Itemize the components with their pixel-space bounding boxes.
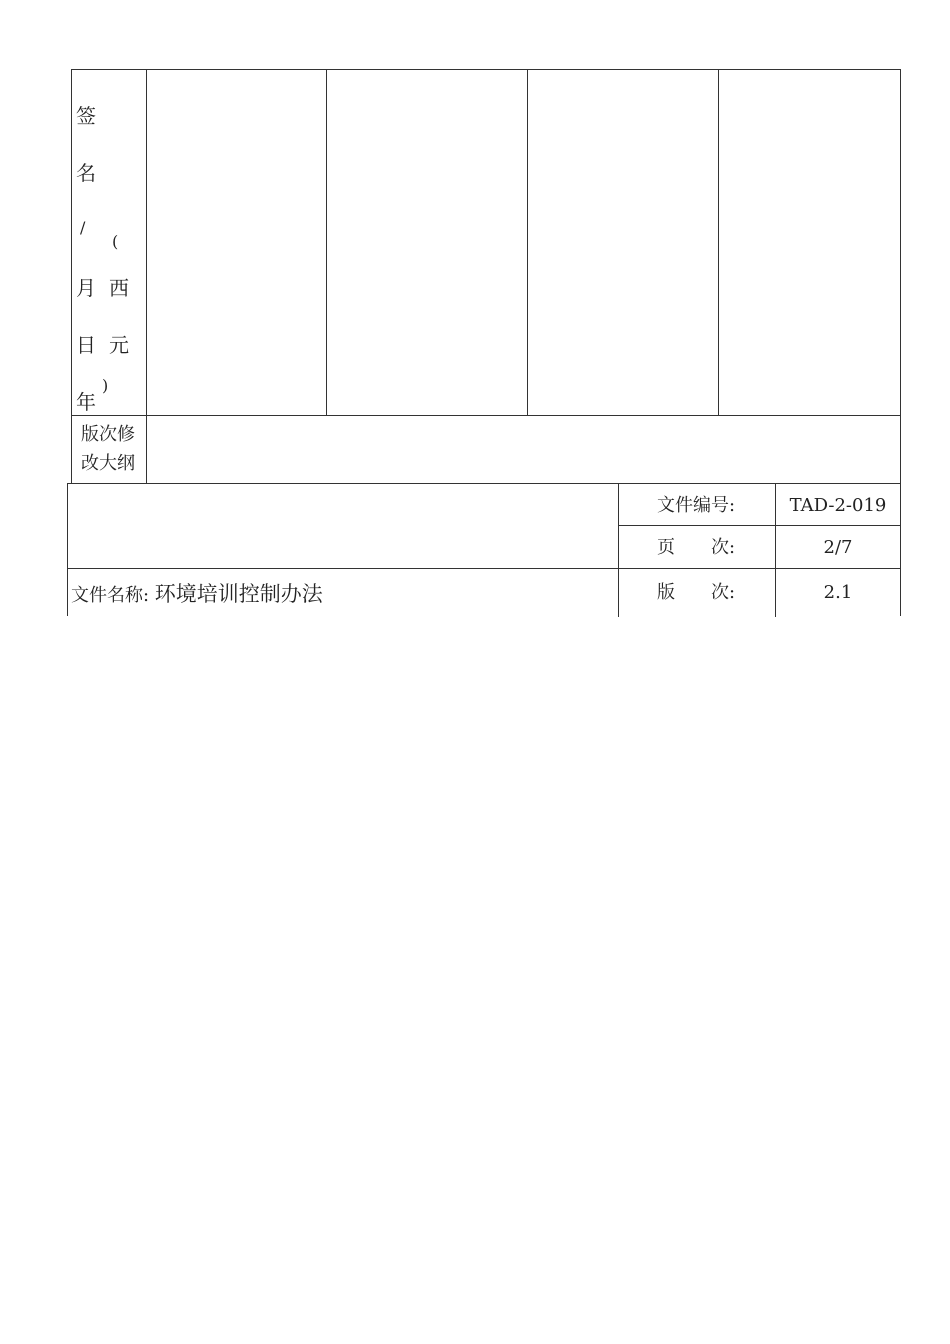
version-label: 版 次: [657, 582, 736, 603]
signature-cell[interactable] [326, 70, 527, 415]
signature-date-label [72, 70, 146, 415]
signature-cell[interactable] [146, 70, 326, 415]
divider [618, 525, 900, 526]
label-char: 签 [76, 104, 96, 128]
divider [68, 568, 900, 569]
doc-number-value: TAD-2-019 [789, 495, 887, 516]
signature-cell[interactable] [527, 70, 718, 415]
revision-label [72, 416, 147, 484]
label-char: 年 [76, 390, 96, 414]
page-label: 页 次: [657, 537, 736, 558]
revision-label-line: 版次修 [81, 424, 135, 445]
label-char: ) [102, 376, 109, 395]
signature-table [71, 69, 901, 484]
signature-cell[interactable] [718, 70, 900, 415]
signature-row [72, 70, 900, 416]
revision-label-line: 改大纲 [81, 453, 135, 474]
doc-number-label: 文件编号: [657, 495, 736, 516]
doc-name-value: 环境培训控制办法 [154, 582, 323, 606]
doc-name-label: 文件名称: [71, 585, 155, 606]
label-char: / [80, 218, 86, 237]
label-char: ( [112, 232, 119, 251]
label-char: 月 [76, 276, 96, 300]
document-info-table [67, 483, 901, 616]
revision-content[interactable] [147, 416, 900, 484]
divider [618, 484, 619, 617]
label-char: 名 [76, 161, 96, 185]
label-char: 元 [109, 333, 129, 357]
page-value: 2/7 [823, 537, 853, 558]
label-char: 西 [109, 276, 129, 300]
revision-row [72, 416, 900, 484]
doc-name [71, 582, 323, 608]
label-char: 日 [76, 333, 96, 357]
version-value: 2.1 [823, 582, 853, 603]
